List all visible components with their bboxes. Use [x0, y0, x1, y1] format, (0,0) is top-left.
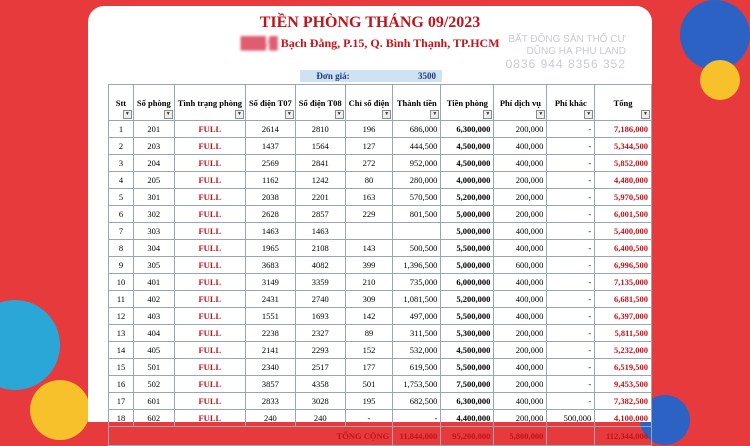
- cell-usage[interactable]: 229: [345, 206, 393, 223]
- cell-status[interactable]: FULL: [174, 240, 245, 257]
- cell-room[interactable]: 502: [133, 376, 174, 393]
- cell-other-fee[interactable]: -: [547, 240, 595, 257]
- cell-service-fee[interactable]: 400,000: [494, 223, 547, 240]
- cell-meter-t07[interactable]: 2238: [245, 325, 295, 342]
- cell-other-fee[interactable]: -: [547, 342, 595, 359]
- cell-status[interactable]: FULL: [174, 291, 245, 308]
- cell-usage[interactable]: 195: [345, 393, 393, 410]
- cell-meter-t08[interactable]: 1463: [295, 223, 345, 240]
- cell-usage[interactable]: 177: [345, 359, 393, 376]
- filter-icon[interactable]: ▼: [641, 110, 650, 119]
- cell-service-fee[interactable]: 200,000: [494, 410, 547, 427]
- cell-status[interactable]: FULL: [174, 172, 245, 189]
- cell-meter-t07[interactable]: 1463: [245, 223, 295, 240]
- cell-rent[interactable]: 4,500,000: [441, 138, 494, 155]
- cell-electric-cost[interactable]: 619,500: [393, 359, 441, 376]
- cell-meter-t08[interactable]: 2201: [295, 189, 345, 206]
- cell-rent[interactable]: 5,000,000: [441, 223, 494, 240]
- cell-room[interactable]: 405: [133, 342, 174, 359]
- cell-electric-cost[interactable]: 801,500: [393, 206, 441, 223]
- cell-meter-t08[interactable]: 2857: [295, 206, 345, 223]
- filter-icon[interactable]: ▼: [483, 110, 492, 119]
- cell-usage[interactable]: 89: [345, 325, 393, 342]
- total-label: TỔNG CỘNG: [109, 427, 393, 446]
- cell-service-fee[interactable]: 400,000: [494, 308, 547, 325]
- cell-status[interactable]: FULL: [174, 325, 245, 342]
- table-row: [109, 223, 652, 240]
- cell-other-fee[interactable]: -: [547, 291, 595, 308]
- table-row: [109, 342, 652, 359]
- cell-room[interactable]: 401: [133, 274, 174, 291]
- col-header: Phí khác ▼: [547, 85, 595, 121]
- rent-table: [108, 84, 652, 446]
- cell-electric-cost[interactable]: 532,000: [393, 342, 441, 359]
- cell-other-fee[interactable]: -: [547, 376, 595, 393]
- cell-room[interactable]: 304: [133, 240, 174, 257]
- cell-meter-t07[interactable]: 2614: [245, 121, 295, 138]
- col-header: Số điện T07 ▼: [245, 85, 295, 121]
- cell-stt[interactable]: 6: [109, 206, 134, 223]
- col-header: Tổng ▼: [595, 85, 652, 121]
- cell-usage[interactable]: 142: [345, 308, 393, 325]
- cell-electric-cost[interactable]: 311,500: [393, 325, 441, 342]
- cell-meter-t08[interactable]: 240: [295, 410, 345, 427]
- cell-usage[interactable]: 196: [345, 121, 393, 138]
- cell-usage[interactable]: 163: [345, 189, 393, 206]
- col-header: Tiền phòng ▼: [441, 85, 494, 121]
- total-phi-khac[interactable]: [547, 427, 595, 446]
- total-phi-dich-vu[interactable]: 5,800,000: [494, 427, 547, 446]
- cell-stt[interactable]: 16: [109, 376, 134, 393]
- col-header: Chỉ số điện ▼: [345, 85, 393, 121]
- cell-service-fee[interactable]: 400,000: [494, 274, 547, 291]
- cell-rent[interactable]: 4,500,000: [441, 155, 494, 172]
- cell-status[interactable]: FULL: [174, 121, 245, 138]
- cell-service-fee[interactable]: 400,000: [494, 138, 547, 155]
- cell-electric-cost[interactable]: 1,396,500: [393, 257, 441, 274]
- cell-electric-cost[interactable]: 735,000: [393, 274, 441, 291]
- table-row: [109, 376, 652, 393]
- cell-room[interactable]: 602: [133, 410, 174, 427]
- cell-usage[interactable]: 501: [345, 376, 393, 393]
- cell-meter-t08[interactable]: 2810: [295, 121, 345, 138]
- cell-total[interactable]: 5,811,500: [595, 325, 652, 342]
- cell-meter-t07[interactable]: 1162: [245, 172, 295, 189]
- cell-electric-cost[interactable]: 497,000: [393, 308, 441, 325]
- decor-circle-yellow-right: [700, 60, 740, 100]
- cell-stt[interactable]: 17: [109, 393, 134, 410]
- cell-rent[interactable]: 5,300,000: [441, 325, 494, 342]
- cell-status[interactable]: FULL: [174, 376, 245, 393]
- cell-meter-t08[interactable]: 4358: [295, 376, 345, 393]
- cell-meter-t08[interactable]: 3359: [295, 274, 345, 291]
- cell-meter-t07[interactable]: 3149: [245, 274, 295, 291]
- cell-meter-t07[interactable]: 2628: [245, 206, 295, 223]
- cell-meter-t07[interactable]: 1551: [245, 308, 295, 325]
- cell-total[interactable]: 6,519,500: [595, 359, 652, 376]
- cell-stt[interactable]: 5: [109, 189, 134, 206]
- cell-status[interactable]: FULL: [174, 189, 245, 206]
- cell-status[interactable]: FULL: [174, 138, 245, 155]
- table-row: [109, 257, 652, 274]
- watermark-brand: [506, 34, 626, 70]
- cell-other-fee[interactable]: -: [547, 155, 595, 172]
- cell-stt[interactable]: 4: [109, 172, 134, 189]
- cell-total[interactable]: 5,400,000: [595, 223, 652, 240]
- cell-other-fee[interactable]: -: [547, 257, 595, 274]
- cell-usage[interactable]: 399: [345, 257, 393, 274]
- cell-other-fee[interactable]: -: [547, 138, 595, 155]
- cell-electric-cost[interactable]: 1,081,500: [393, 291, 441, 308]
- cell-meter-t08[interactable]: 1242: [295, 172, 345, 189]
- col-header: Số phòng ▼: [133, 85, 174, 121]
- cell-total[interactable]: 5,232,000: [595, 342, 652, 359]
- cell-other-fee[interactable]: -: [547, 121, 595, 138]
- cell-status[interactable]: FULL: [174, 393, 245, 410]
- cell-meter-t07[interactable]: 2833: [245, 393, 295, 410]
- cell-status[interactable]: FULL: [174, 274, 245, 291]
- cell-electric-cost[interactable]: 686,000: [393, 121, 441, 138]
- cell-meter-t08[interactable]: 2108: [295, 240, 345, 257]
- unit-price-label: Đơn giá:: [300, 70, 366, 82]
- cell-electric-cost[interactable]: 444,500: [393, 138, 441, 155]
- cell-service-fee[interactable]: 600,000: [494, 257, 547, 274]
- cell-rent[interactable]: 5,500,000: [441, 240, 494, 257]
- cell-rent[interactable]: 4,000,000: [441, 172, 494, 189]
- cell-usage[interactable]: 210: [345, 274, 393, 291]
- cell-meter-t07[interactable]: 2431: [245, 291, 295, 308]
- cell-status[interactable]: FULL: [174, 257, 245, 274]
- cell-other-fee[interactable]: -: [547, 189, 595, 206]
- cell-total[interactable]: 7,186,000: [595, 121, 652, 138]
- cell-room[interactable]: 402: [133, 291, 174, 308]
- cell-electric-cost[interactable]: 952,000: [393, 155, 441, 172]
- cell-room[interactable]: 404: [133, 325, 174, 342]
- cell-service-fee[interactable]: 200,000: [494, 206, 547, 223]
- cell-electric-cost[interactable]: 682,500: [393, 393, 441, 410]
- filter-icon[interactable]: ▼: [335, 110, 344, 119]
- cell-service-fee[interactable]: 200,000: [494, 172, 547, 189]
- table-row: [109, 138, 652, 155]
- cell-stt[interactable]: 10: [109, 274, 134, 291]
- cell-room[interactable]: 302: [133, 206, 174, 223]
- table-row: [109, 206, 652, 223]
- watermark-line1: BẤT ĐỘNG SẢN THỔ CƯ: [508, 34, 626, 45]
- total-tong[interactable]: 112,344,000: [595, 427, 652, 446]
- decor-circle-blue: [0, 300, 60, 390]
- table-row: [109, 291, 652, 308]
- cell-meter-t07[interactable]: 1965: [245, 240, 295, 257]
- watermark-phone: 0836 944 8356 352: [505, 57, 626, 71]
- cell-total[interactable]: 5,970,500: [595, 189, 652, 206]
- cell-other-fee[interactable]: -: [547, 206, 595, 223]
- cell-total[interactable]: 4,100,000: [595, 410, 652, 427]
- filter-icon[interactable]: ▼: [584, 110, 593, 119]
- cell-status[interactable]: FULL: [174, 410, 245, 427]
- cell-meter-t07[interactable]: 1437: [245, 138, 295, 155]
- cell-meter-t08[interactable]: 2293: [295, 342, 345, 359]
- cell-rent[interactable]: 6,000,000: [441, 274, 494, 291]
- total-thanh-tien[interactable]: 11,844,000: [393, 427, 441, 446]
- table-row: [109, 393, 652, 410]
- cell-meter-t08[interactable]: 3028: [295, 393, 345, 410]
- col-header: Phí dịch vụ ▼: [494, 85, 547, 121]
- filter-icon[interactable]: ▼: [430, 110, 439, 119]
- cell-total[interactable]: 6,681,500: [595, 291, 652, 308]
- cell-stt[interactable]: 2: [109, 138, 134, 155]
- cell-other-fee[interactable]: -: [547, 223, 595, 240]
- cell-room[interactable]: 303: [133, 223, 174, 240]
- filter-icon[interactable]: ▼: [123, 110, 132, 119]
- cell-stt[interactable]: 18: [109, 410, 134, 427]
- address-text: Bạch Đằng, P.15, Q. Bình Thạnh, TP.HCM: [280, 36, 500, 50]
- cell-status[interactable]: FULL: [174, 359, 245, 376]
- cell-room[interactable]: 301: [133, 189, 174, 206]
- cell-stt[interactable]: 11: [109, 291, 134, 308]
- cell-rent[interactable]: 5,200,000: [441, 189, 494, 206]
- cell-meter-t07[interactable]: 2340: [245, 359, 295, 376]
- cell-meter-t07[interactable]: 240: [245, 410, 295, 427]
- cell-meter-t07[interactable]: 2038: [245, 189, 295, 206]
- cell-meter-t08[interactable]: 1693: [295, 308, 345, 325]
- filter-icon[interactable]: ▼: [382, 110, 391, 119]
- cell-meter-t07[interactable]: 3857: [245, 376, 295, 393]
- cell-rent[interactable]: 5,000,000: [441, 257, 494, 274]
- cell-rent[interactable]: 4,500,000: [441, 342, 494, 359]
- cell-status[interactable]: FULL: [174, 308, 245, 325]
- cell-rent[interactable]: 6,300,000: [441, 121, 494, 138]
- col-header: Số điện T08 ▼: [295, 85, 345, 121]
- cell-meter-t08[interactable]: 2740: [295, 291, 345, 308]
- cell-service-fee[interactable]: 200,000: [494, 189, 547, 206]
- cell-stt[interactable]: 13: [109, 325, 134, 342]
- cell-total[interactable]: 5,344,500: [595, 138, 652, 155]
- cell-rent[interactable]: 5,000,000: [441, 206, 494, 223]
- cell-electric-cost[interactable]: 280,000: [393, 172, 441, 189]
- col-header: Tình trạng phòng ▼: [174, 85, 245, 121]
- cell-other-fee[interactable]: -: [547, 308, 595, 325]
- cell-stt[interactable]: 8: [109, 240, 134, 257]
- cell-total[interactable]: 6,001,500: [595, 206, 652, 223]
- cell-usage[interactable]: 127: [345, 138, 393, 155]
- cell-stt[interactable]: 7: [109, 223, 134, 240]
- cell-service-fee[interactable]: 400,000: [494, 359, 547, 376]
- cell-stt[interactable]: 14: [109, 342, 134, 359]
- cell-rent[interactable]: 4,400,000: [441, 410, 494, 427]
- cell-rent[interactable]: 5,200,000: [441, 291, 494, 308]
- cell-room[interactable]: 305: [133, 257, 174, 274]
- cell-total[interactable]: 5,852,000: [595, 155, 652, 172]
- cell-electric-cost[interactable]: 570,500: [393, 189, 441, 206]
- table-row: [109, 172, 652, 189]
- cell-stt[interactable]: 1: [109, 121, 134, 138]
- cell-meter-t08[interactable]: 2327: [295, 325, 345, 342]
- table-row: [109, 240, 652, 257]
- cell-room[interactable]: 601: [133, 393, 174, 410]
- cell-meter-t08[interactable]: 1564: [295, 138, 345, 155]
- cell-room[interactable]: 204: [133, 155, 174, 172]
- cell-status[interactable]: FULL: [174, 342, 245, 359]
- col-header: Thành tiền ▼: [393, 85, 441, 121]
- cell-service-fee[interactable]: 200,000: [494, 376, 547, 393]
- watermark-line2: DŨNG HẠ PHU LAND: [526, 46, 626, 57]
- table-row: [109, 121, 652, 138]
- cell-stt[interactable]: 9: [109, 257, 134, 274]
- cell-total[interactable]: 9,453,500: [595, 376, 652, 393]
- cell-usage[interactable]: 152: [345, 342, 393, 359]
- cell-rent[interactable]: 7,500,000: [441, 376, 494, 393]
- cell-service-fee[interactable]: 400,000: [494, 291, 547, 308]
- filter-icon[interactable]: ▼: [235, 110, 244, 119]
- cell-service-fee[interactable]: 400,000: [494, 240, 547, 257]
- table-row: [109, 325, 652, 342]
- cell-stt[interactable]: 15: [109, 359, 134, 376]
- table-row: [109, 274, 652, 291]
- cell-electric-cost[interactable]: [393, 223, 441, 240]
- cell-room[interactable]: 403: [133, 308, 174, 325]
- cell-other-fee[interactable]: -: [547, 325, 595, 342]
- cell-service-fee[interactable]: 200,000: [494, 121, 547, 138]
- cell-usage[interactable]: 272: [345, 155, 393, 172]
- total-row: [109, 427, 652, 446]
- cell-room[interactable]: 201: [133, 121, 174, 138]
- cell-rent[interactable]: 5,500,000: [441, 308, 494, 325]
- cell-service-fee[interactable]: 200,000: [494, 325, 547, 342]
- cell-meter-t08[interactable]: 2841: [295, 155, 345, 172]
- cell-status[interactable]: FULL: [174, 206, 245, 223]
- cell-electric-cost[interactable]: -: [393, 410, 441, 427]
- cell-other-fee[interactable]: -: [547, 172, 595, 189]
- cell-other-fee[interactable]: -: [547, 274, 595, 291]
- cell-stt[interactable]: 12: [109, 308, 134, 325]
- invoice-card: [88, 6, 652, 441]
- table-header-row: [109, 85, 652, 121]
- cell-rent[interactable]: 5,500,000: [441, 359, 494, 376]
- cell-stt[interactable]: 3: [109, 155, 134, 172]
- cell-meter-t08[interactable]: 4082: [295, 257, 345, 274]
- filter-icon[interactable]: ▼: [164, 110, 173, 119]
- cell-meter-t07[interactable]: 3683: [245, 257, 295, 274]
- table-row: [109, 410, 652, 427]
- cell-usage[interactable]: 309: [345, 291, 393, 308]
- cell-total[interactable]: 4,480,000: [595, 172, 652, 189]
- decor-circle-yellow: [30, 380, 90, 440]
- table-row: [109, 189, 652, 206]
- table-row: [109, 155, 652, 172]
- cell-total[interactable]: 6,996,500: [595, 257, 652, 274]
- cell-other-fee[interactable]: -: [547, 359, 595, 376]
- cell-usage[interactable]: 80: [345, 172, 393, 189]
- cell-total[interactable]: 6,400,500: [595, 240, 652, 257]
- cell-rent[interactable]: 6,300,000: [441, 393, 494, 410]
- cell-room[interactable]: 203: [133, 138, 174, 155]
- cell-other-fee[interactable]: 500,000: [547, 410, 595, 427]
- cell-service-fee[interactable]: 400,000: [494, 393, 547, 410]
- cell-usage[interactable]: 143: [345, 240, 393, 257]
- cell-electric-cost[interactable]: 1,753,500: [393, 376, 441, 393]
- cell-service-fee[interactable]: 400,000: [494, 155, 547, 172]
- cell-status[interactable]: FULL: [174, 155, 245, 172]
- total-tien-phong[interactable]: 95,200,000: [441, 427, 494, 446]
- page-title: TIỀN PHÒNG THÁNG 09/2023: [259, 14, 481, 31]
- filter-icon[interactable]: ▼: [285, 110, 294, 119]
- cell-meter-t07[interactable]: 2569: [245, 155, 295, 172]
- cell-usage[interactable]: [345, 223, 393, 240]
- table-row: [109, 359, 652, 376]
- cell-room[interactable]: 501: [133, 359, 174, 376]
- cell-room[interactable]: 205: [133, 172, 174, 189]
- cell-total[interactable]: 6,397,000: [595, 308, 652, 325]
- cell-total[interactable]: 7,382,500: [595, 393, 652, 410]
- table-row: [109, 308, 652, 325]
- cell-meter-t08[interactable]: 2517: [295, 359, 345, 376]
- cell-other-fee[interactable]: -: [547, 393, 595, 410]
- col-header: Stt ▼: [109, 85, 134, 121]
- cell-meter-t07[interactable]: 2141: [245, 342, 295, 359]
- cell-electric-cost[interactable]: 500,500: [393, 240, 441, 257]
- unit-price-value[interactable]: 3500: [366, 70, 442, 82]
- address-blurred-number: ███/█: [240, 36, 281, 50]
- filter-icon[interactable]: ▼: [536, 110, 545, 119]
- cell-usage[interactable]: -: [345, 410, 393, 427]
- cell-total[interactable]: 7,135,000: [595, 274, 652, 291]
- cell-status[interactable]: FULL: [174, 223, 245, 240]
- cell-service-fee[interactable]: 200,000: [494, 342, 547, 359]
